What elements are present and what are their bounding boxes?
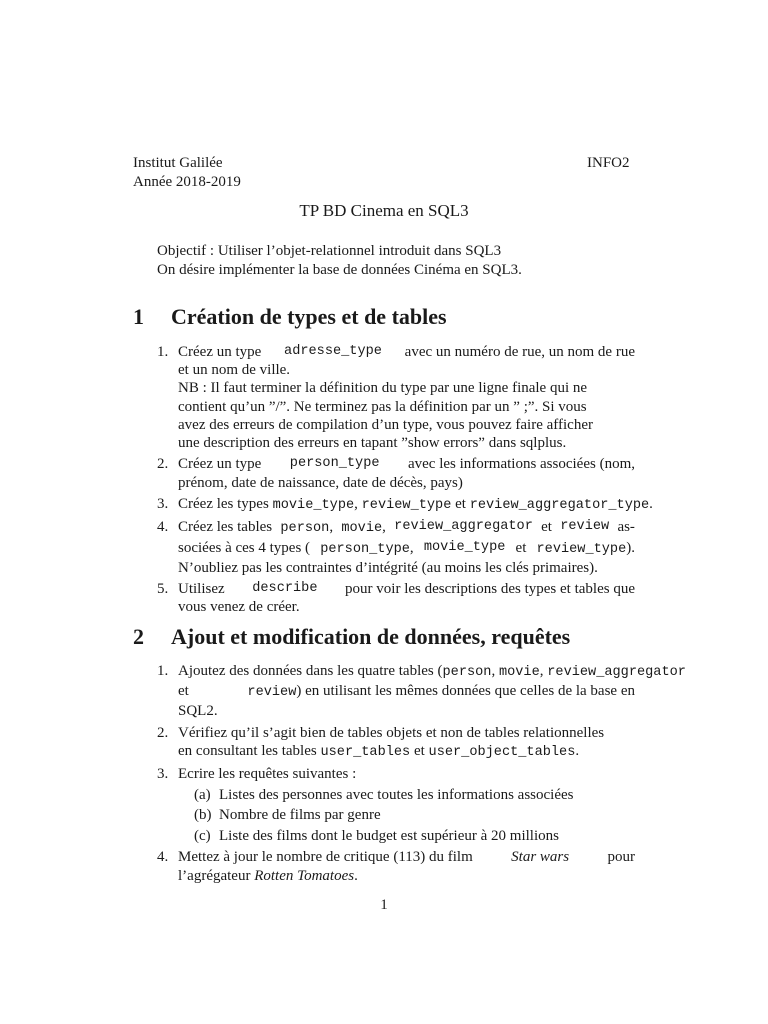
section-1-list: [157, 343, 653, 620]
sub-list-item: (c) Liste des films dont le budget est supérieur à 20 millions: [194, 828, 559, 844]
objective-line: Objectif : Utiliser l’objet-relationnel introduit dans SQL3: [157, 243, 502, 259]
list-item: 1. Ajoutez des données dans les quatre tables (person, movie, review_aggregator et review) en utilisant les mêmes données que celles de la base en SQL2.: [157, 663, 686, 720]
section-2-heading: [133, 624, 570, 650]
intro-line: On désire implémenter la base de données Cinéma en SQL3.: [157, 262, 522, 278]
section-title: Création de types et de tables: [171, 304, 447, 329]
section-number: 1: [133, 304, 144, 329]
sub-list-item: (b) Nombre de films par genre: [194, 807, 381, 824]
list-item: 4. Mettez à jour le nombre de critique (113) du film Star wars pour l’agrégateur Rotten Tomatoes.: [157, 849, 635, 884]
list-item: 2. Vérifiez qu’il s’agit bien de tables objets et non de tables relationnelles en consultant les tables user_tables et user_object_tables.: [157, 724, 605, 760]
academic-year: Année 2018-2019: [133, 174, 241, 190]
section-number: 2: [133, 624, 144, 649]
sub-list-item: (a) Listes des personnes avec toutes les informations associées: [194, 786, 574, 803]
section-title: Ajout et modification de données, requêtes: [171, 624, 571, 649]
list-item: 1. Créez un type adresse_type avec un numéro de rue, un nom de rue et un nom de ville. NB : Il faut terminer la définition du type par une ligne finale qui ne contient qu’un ”/”. Ne terminez pas la définition par un ” ;”. Si vous avez des erreurs de compilation d’un type, vous pouvez faire afficher une description des erreurs en tapant ”show errors” dans sqlplus.: [157, 344, 635, 452]
page-number: 1: [380, 897, 388, 913]
list-item: 4. Créez les tables person, movie, review_aggregator et review as- sociées à ces 4 types ( person_type, movie_type et review_type). N’oubliez pas les contraintes d’intégrité (au moins les clés primaires).: [157, 519, 635, 576]
institute-name: Institut Galilée: [133, 155, 223, 171]
list-item: 3. Ecrire les requêtes suivantes : (a) Listes des personnes avec toutes les informations associées (b) Nombre de films par genre (c) Liste des films dont le budget est supérieur à 20 millions: [157, 765, 697, 845]
list-item: 2. Créez un type person_type avec les informations associées (nom, prénom, date de naissance, date de décès, pays): [157, 456, 635, 491]
list-item: 5. Utilisez describe pour voir les descriptions des types et tables que vous venez de créer.: [157, 581, 635, 616]
section-1-heading: [133, 304, 447, 330]
course-code: INFO2: [587, 155, 630, 171]
list-item: 3. Créez les types movie_type, review_type et review_aggregator_type.: [157, 496, 653, 513]
document-title: TP BD Cinema en SQL3: [299, 201, 469, 220]
section-2-list: [157, 662, 697, 888]
